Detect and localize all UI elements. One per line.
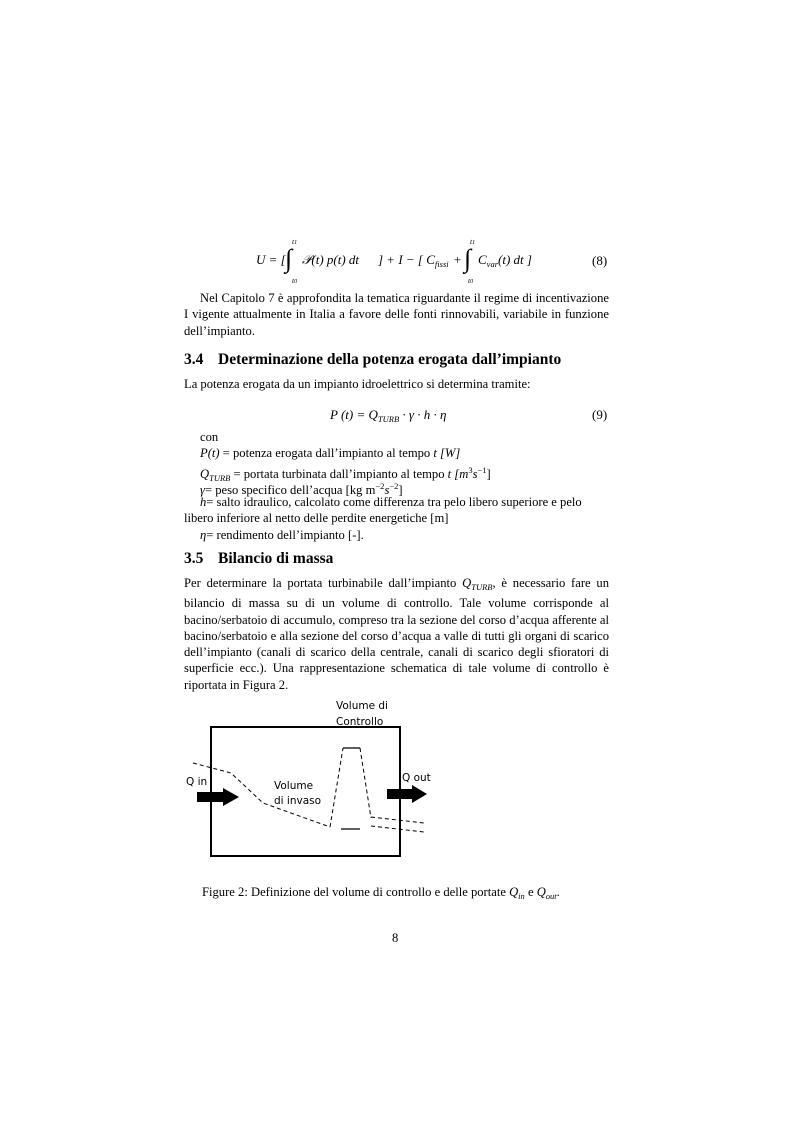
- outflow-surface-lower: [371, 826, 424, 832]
- definitions-con: con: [200, 430, 219, 444]
- label-q-in: Q in: [186, 776, 208, 788]
- equation-9-number: (9): [592, 407, 608, 422]
- dam-left-face: [330, 748, 343, 827]
- figure-2-diagram: [180, 690, 440, 865]
- equation-8-number: (8): [592, 253, 608, 268]
- label-control-volume: Volume di Controllo: [336, 700, 388, 728]
- section-heading-3-5: 3.5 Bilancio di massa: [184, 550, 334, 567]
- equation-8: [256, 237, 546, 288]
- definition-head-line2: libero inferiore al netto delle perdite energetiche [m]: [184, 511, 449, 526]
- outflow-arrow: [387, 785, 427, 803]
- figure-2-caption: Figure 2: Definizione del volume di controllo e delle portate $Q_{in}$ e $Q_{out}$.: [202, 885, 560, 901]
- eq8-plus: +: [453, 252, 462, 267]
- eq8-int2-lower: t0: [468, 276, 474, 285]
- equation-9: P $(t) = Q_{TURB} \cdot \gamma \cdot h \cdot \eta$: [330, 407, 447, 424]
- integral-sign-2: ∫: [464, 244, 472, 273]
- eq8-int1-lower: t0: [292, 276, 298, 285]
- inflow-arrow: [197, 788, 239, 806]
- integral-sign-1: ∫: [285, 244, 293, 273]
- label-q-out: Q out: [402, 772, 431, 784]
- eq8-int2-upper: t1: [470, 237, 476, 246]
- definition-head-line1: h= salto idraulico, calcolato come differenza tra pelo libero superiore e pelo: [200, 495, 582, 510]
- paragraph-power-intro: La potenza erogata da un impianto idroelettrico si determina tramite:: [184, 377, 531, 391]
- symbol-definitions: [184, 429, 609, 543]
- eq8-integrand-2: $C_{var}(t)$ dt ]: [478, 252, 532, 269]
- definition-eta: η= rendimento dell’impianto [-].: [200, 527, 364, 542]
- eq8-int1-upper: t1: [292, 237, 298, 246]
- label-reservoir-volume: Volume di invaso: [274, 780, 322, 807]
- paragraph-incentives: Nel Capitolo 7 è approfondita la tematica riguardante il regime di incentivazione I vigente attualmente in Italia a favore delle fonti rinnovabili, variabile in funzione dell’impianto.: [184, 291, 609, 338]
- paragraph-mass-balance: Per determinare la portata turbinabile dall’impianto $Q_{TURB}$, è necessario fare un bilancio di massa su di un volume di controllo. Tale volume corrisponde al bacino/serbatoio di accumulo, compreso tra la sezione del corso d’acqua afferente al bacino/serbatoio e alla sezione del corso d’acqua a valle di tutti gli organi di scarico dell’impianto (canali di scarico della centrale, canali di scarico degli sfioratori di superficie ecc.). Una rappresentazione schematica di tale volume di controllo è riportata in Figura 2.: [184, 576, 609, 692]
- dam-right-face: [360, 748, 371, 818]
- definition-power: P(t) = potenza erogata dall’impianto al tempo t [W]: [200, 446, 461, 461]
- section-heading-3-4: 3.4 Determinazione della potenza erogata dall’impianto: [184, 351, 562, 368]
- eq8-integrand-1: 𝒫(t) p(t) dt: [302, 252, 360, 267]
- eq8-lhs: U = [: [256, 252, 286, 267]
- definition-flow: $Q_{TURB}$ = portata turbinata dall’impianto al tempo t $[m^3s^{-1}]$: [200, 464, 491, 483]
- page-number: 8: [392, 931, 399, 945]
- definition-gamma: γ= peso specifico dell’acqua [kg $m^{-2}s^{-2}$]: [200, 480, 403, 497]
- eq8-middle: ] + I − [ $C_{fissi}$: [378, 252, 449, 269]
- outflow-surface-upper: [371, 817, 424, 823]
